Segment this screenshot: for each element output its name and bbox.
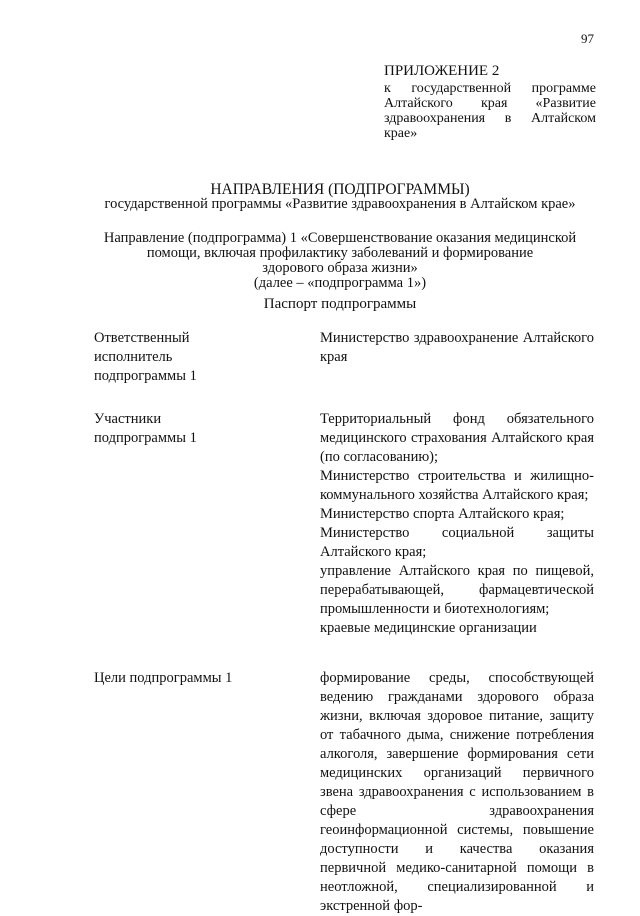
value-item: Министерство здравоохранение Алтайского края [320, 330, 594, 365]
passport-row-responsible [94, 329, 594, 386]
value-item: краевые медицинские организации [320, 620, 537, 636]
value-item: формирование среды, способствующей ведению гражданами здорового образа жизни, включая здоровое питание, защиту от табачного дыма, снижение потребления алкоголя, завершение формирования сети медицинских организаций первичного звена здравоохранения с использованием в сфере здравоохранения геоинформационной системы, повышение доступности и качества оказания первичной медико-санитарной помощи в неотложной, специализированной и экстренной фор- [320, 670, 594, 914]
direction-line: помощи, включая профилактику заболеваний и формирование [146, 245, 534, 261]
direction-line: (далее – «подпрограмма 1») [253, 275, 427, 291]
row-value [320, 669, 594, 916]
value-item: Министерство социальной защиты Алтайского края; [320, 525, 594, 560]
appendix-text: к государственной программе Алтайского края «Развитие здравоохранения в Алтайском крае» [384, 81, 596, 141]
value-item: Территориальный фонд обязательного медицинского страхования Алтайского края (по согласованию); [320, 411, 594, 465]
passport-row-participants [94, 410, 594, 638]
appendix-block [384, 64, 596, 141]
passport-table [94, 329, 594, 916]
row-label: Цели подпрограммы 1 [94, 670, 233, 686]
value-item: управление Алтайского края по пищевой, перерабатывающей, фармацевтической промышленности и биотехнологиям; [320, 563, 594, 617]
passport-title: Паспорт подпрограммы [263, 296, 417, 312]
page-number: 97 [581, 31, 594, 46]
passport-row-goals [94, 669, 594, 916]
direction-block [60, 231, 620, 291]
heading-title: НАПРАВЛЕНИЯ (ПОДПРОГРАММЫ) [210, 181, 470, 198]
value-item: Министерство строительства и жилищно-коммунального хозяйства Алтайского края; [320, 468, 594, 503]
value-item: Министерство спорта Алтайского края; [320, 506, 565, 522]
direction-line: Направление (подпрограмма) 1 «Совершенствование оказания медицинской [103, 230, 577, 246]
row-label: Ответственный исполнитель подпрограммы 1 [94, 330, 197, 384]
direction-line: здорового образа жизни» [262, 260, 418, 276]
row-label: Участники подпрограммы 1 [94, 411, 197, 446]
heading-subtitle: государственной программы «Развитие здравоохранения в Алтайском крае» [104, 196, 576, 212]
appendix-title: ПРИЛОЖЕНИЕ 2 [384, 63, 500, 79]
row-value [320, 410, 594, 638]
heading [60, 182, 620, 212]
row-value [320, 329, 594, 386]
